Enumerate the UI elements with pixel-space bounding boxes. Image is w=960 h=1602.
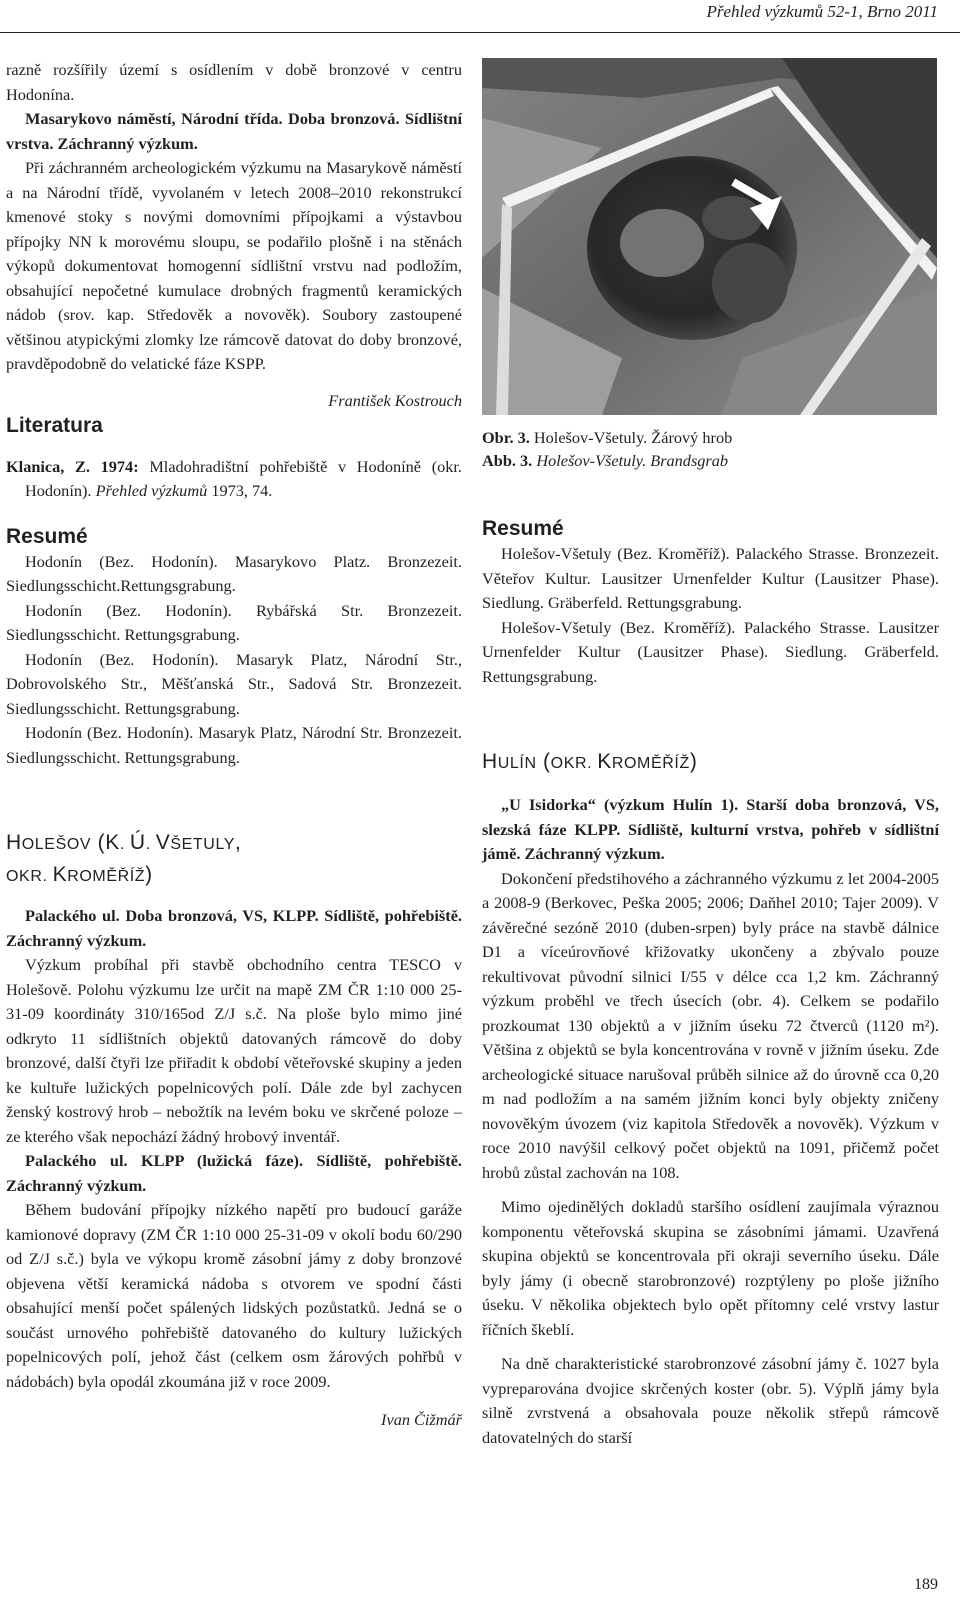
ref-tail: 1973, 74. [211, 481, 273, 500]
caption-de: Abb. 3. Holešov-Všetuly. Brandsgrab [482, 450, 729, 470]
body-paragraph: Na dně charakteristické starobronzové zásobní jámy č. 1027 byla vypreparována dvojice skrčených koster (obr. 5). Výplň jámy byla silně zvrstvená a obsahovala pouze několik střepů rámcově datovatelných do starší [482, 1354, 939, 1447]
entry-body-masarykovo: Při záchranném archeologickém výzkumu na Masarykově náměstí a na Národní třídě, vyvolaném v letech 2008–2010 rekonstrukcí kmenové stoky s novými domovními přípojkami a výstavbou přípojky NN k morovému sloupu, se podařilo plošně i na stěnách výkopů dokumentovat homogenní sídlištní vrstvu nad podložím, obsahující nepočetné kumulace drobných fragmentů keramických nádob (srov. kap. Středověk a novověk). Soubory zastoupené většinou atypickými zlomky lze rámcově datovat do doby bronzové, pravděpodobně do velatické fáze KSPP. [6, 158, 462, 373]
header-rule [0, 32, 960, 33]
entry-title-masarykovo: Masarykovo náměstí, Národní třída. Doba bronzová. Sídlištní vrstva. Záchranný výzkum. [6, 109, 462, 153]
grave-photo-illustration [482, 58, 937, 415]
site-heading-holesov: HOLEŠOV (K. Ú. VŠETULY, OKR. KROMĚŘÍŽ) [6, 831, 242, 886]
excavation-photo [482, 58, 937, 415]
literatura-heading: Literatura [6, 413, 103, 437]
entry-body-palackeho-2: Během budování přípojky nízkého napětí pro budoucí garáže kamionové dopravy (ZM ČR 1:10 000 25-31-09 v okolí bodu 60/290 od Z/J s.č.) byla ve výkopu kromě zásobní jámy z doby bronzové objevena větší keramická nádoba s otvorem ve spodní části obsahující menší počet spálených lidských pozůstatků. Jedná se o součást urnového pohřebiště datovaného do kultury lužických popelnicových polí, jehož část (celkem osm žárových pohřbů v nádobách) byla opodál zkoumána již v roce 2009. [6, 1200, 462, 1391]
resume-item: Hodonín (Bez. Hodonín). Masaryk Platz, Národní Str., Dobrovolského Str., Měšťanská Str., Sadová Str. Bronzezeit. Siedlungsschicht. Rettungsgrabung. [6, 649, 462, 718]
reference-klanica [6, 455, 462, 504]
ref-journal: Přehled výzkumů [95, 481, 208, 500]
entry-title-palackeho-1: Palackého ul. Doba bronzová, VS, KLPP. Sídliště, pohřebiště. Záchranný výzkum. [6, 906, 462, 950]
caption-cz: Obr. 3. Holešov-Všetuly. Žárový hrob [482, 428, 733, 447]
ref-author: Klanica, Z. 1974: [6, 456, 139, 476]
left-column [6, 58, 462, 1433]
resume-item: Hodonín (Bez. Hodonín). Masaryk Platz, Národní Str. Bronzezeit. Siedlungsschicht. Rettungsgrabung. [6, 723, 462, 767]
literatura-block [6, 389, 462, 439]
resume-heading-left: Resumé [6, 524, 88, 548]
entry-title-u-isidorka: „U Isidorka“ (výzkum Hulín 1). Starší doba bronzová, VS, slezská fáze KLPP. Sídliště, kulturní vrstva, pohřeb v sídlištní jámě. Záchranný výzkum. [482, 795, 939, 863]
resume-item: Hodonín (Bez. Hodonín). Rybářská Str. Bronzezeit. Siedlungsschicht. Rettungsgrabung. [6, 600, 462, 644]
right-column [482, 58, 939, 1450]
ref-text: Mladohradištní pohřebiště v Hodoníně (okr. Hodonín). [25, 456, 462, 500]
resume-item: Holešov-Všetuly (Bez. Kroměříž). Palackého Strasse. Bronzezeit. Věteřov Kultur. Lausitzer Urnenfelder Kultur (Lausitzer Phase). Siedlung. Gräberfeld. Rettungsgrabung. [482, 544, 939, 612]
author-kostrouch: František Kostrouch [328, 390, 462, 410]
figure-caption [482, 427, 939, 472]
page-number: 189 [914, 1576, 938, 1593]
body-paragraph: Mimo ojedinělých dokladů staršího osídlení zaujímala výraznou komponentu věteřovská skupina se zásobními jámami. Uzavřená skupina objektů se koncentrovala při okraji severního úseku. Dále byly jámy (i obecně starobronzové) rozptýleny po ploše jižního úseku. V několika objektech bylo opět přítomny celé vrstvy lastur říčních škeblí. [482, 1197, 939, 1339]
resume-heading-right: Resumé [482, 517, 564, 540]
running-head: Přehled výzkumů 52-1, Brno 2011 [706, 2, 938, 21]
author-cizmar: Ivan Čižmář [381, 1410, 462, 1429]
resume-item: Holešov-Všetuly (Bez. Kroměříž). Palackého Strasse. Lausitzer Urnenfelder Kultur (Lausitzer Phase). Siedlung. Gräberfeld. Rettungsgrabung. [482, 617, 939, 686]
entry-title-palackeho-2: Palackého ul. KLPP (lužická fáze). Sídliště, pohřebiště. Záchranný výzkum. [6, 1151, 462, 1195]
site-heading-hulin: HULÍN (OKR. KROMĚŘÍŽ) [482, 750, 698, 773]
body-paragraph: Dokončení předstihového a záchranného výzkumu z let 2004-2005 a 2008-9 (Berkovec, Peška 2005; 2006; Daňhel 2010; Tajer 2009). V závěrečné sezóně 2010 (duben-srpen) byly práce na stavbě dálnice D1 a víceúrovňové křižovatky ukončeny a zbývalo pouze rekultivovat původní silnici I/55 v délce cca 1,2 km. Záchranný výzkum proběhl ve třech úsecích (obr. 4). Celkem se podařilo prozkoumat 130 objektů a v jižním úseku 72 čtverců (1120 m²). Většina z objektů se byla koncentrována v rovně v jižním úseku. Zde archeologické situace narušoval průběh silnice až do úrovně cca 0,20 m nad podložím a na samém jižním konci byly objekty zničeny novověkým úvozem (viz kapitola Středověk a novověk). Výzkum v roce 2010 navýšil celkový počet objektů na 1091, přičemž počet hrobů zůstal zachován na 108. [482, 868, 939, 1182]
resume-item: Hodonín (Bez. Hodonín). Masarykovo Platz. Bronzezeit. Siedlungsschicht.Rettungsgrabung. [6, 551, 462, 595]
intro-paragraph: razně rozšířily území s osídlením v době bronzové v centru Hodonína. [6, 60, 462, 104]
entry-body-palackeho-1: Výzkum probíhal při stavbě obchodního centra TESCO v Holešově. Polohu výzkumu lze určit na mapě ZM ČR 1:10 000 25-31-09 koordináty 310/165od Z/J s.č. Na ploše bylo mimo jiné odkryto 11 sídlištních objektů datovaných rámcově do doby bronzové, další čtyři lze přiřadit k období věteřovské skupiny a jeden ke kultuře lužických popelnicových polí. Dále zde byl zachycen ženský kostrový hrob – nebožtík na levém boku ve skrčené poloze – ze kterého však nepochází žádný hrobový inventář. [6, 955, 462, 1146]
